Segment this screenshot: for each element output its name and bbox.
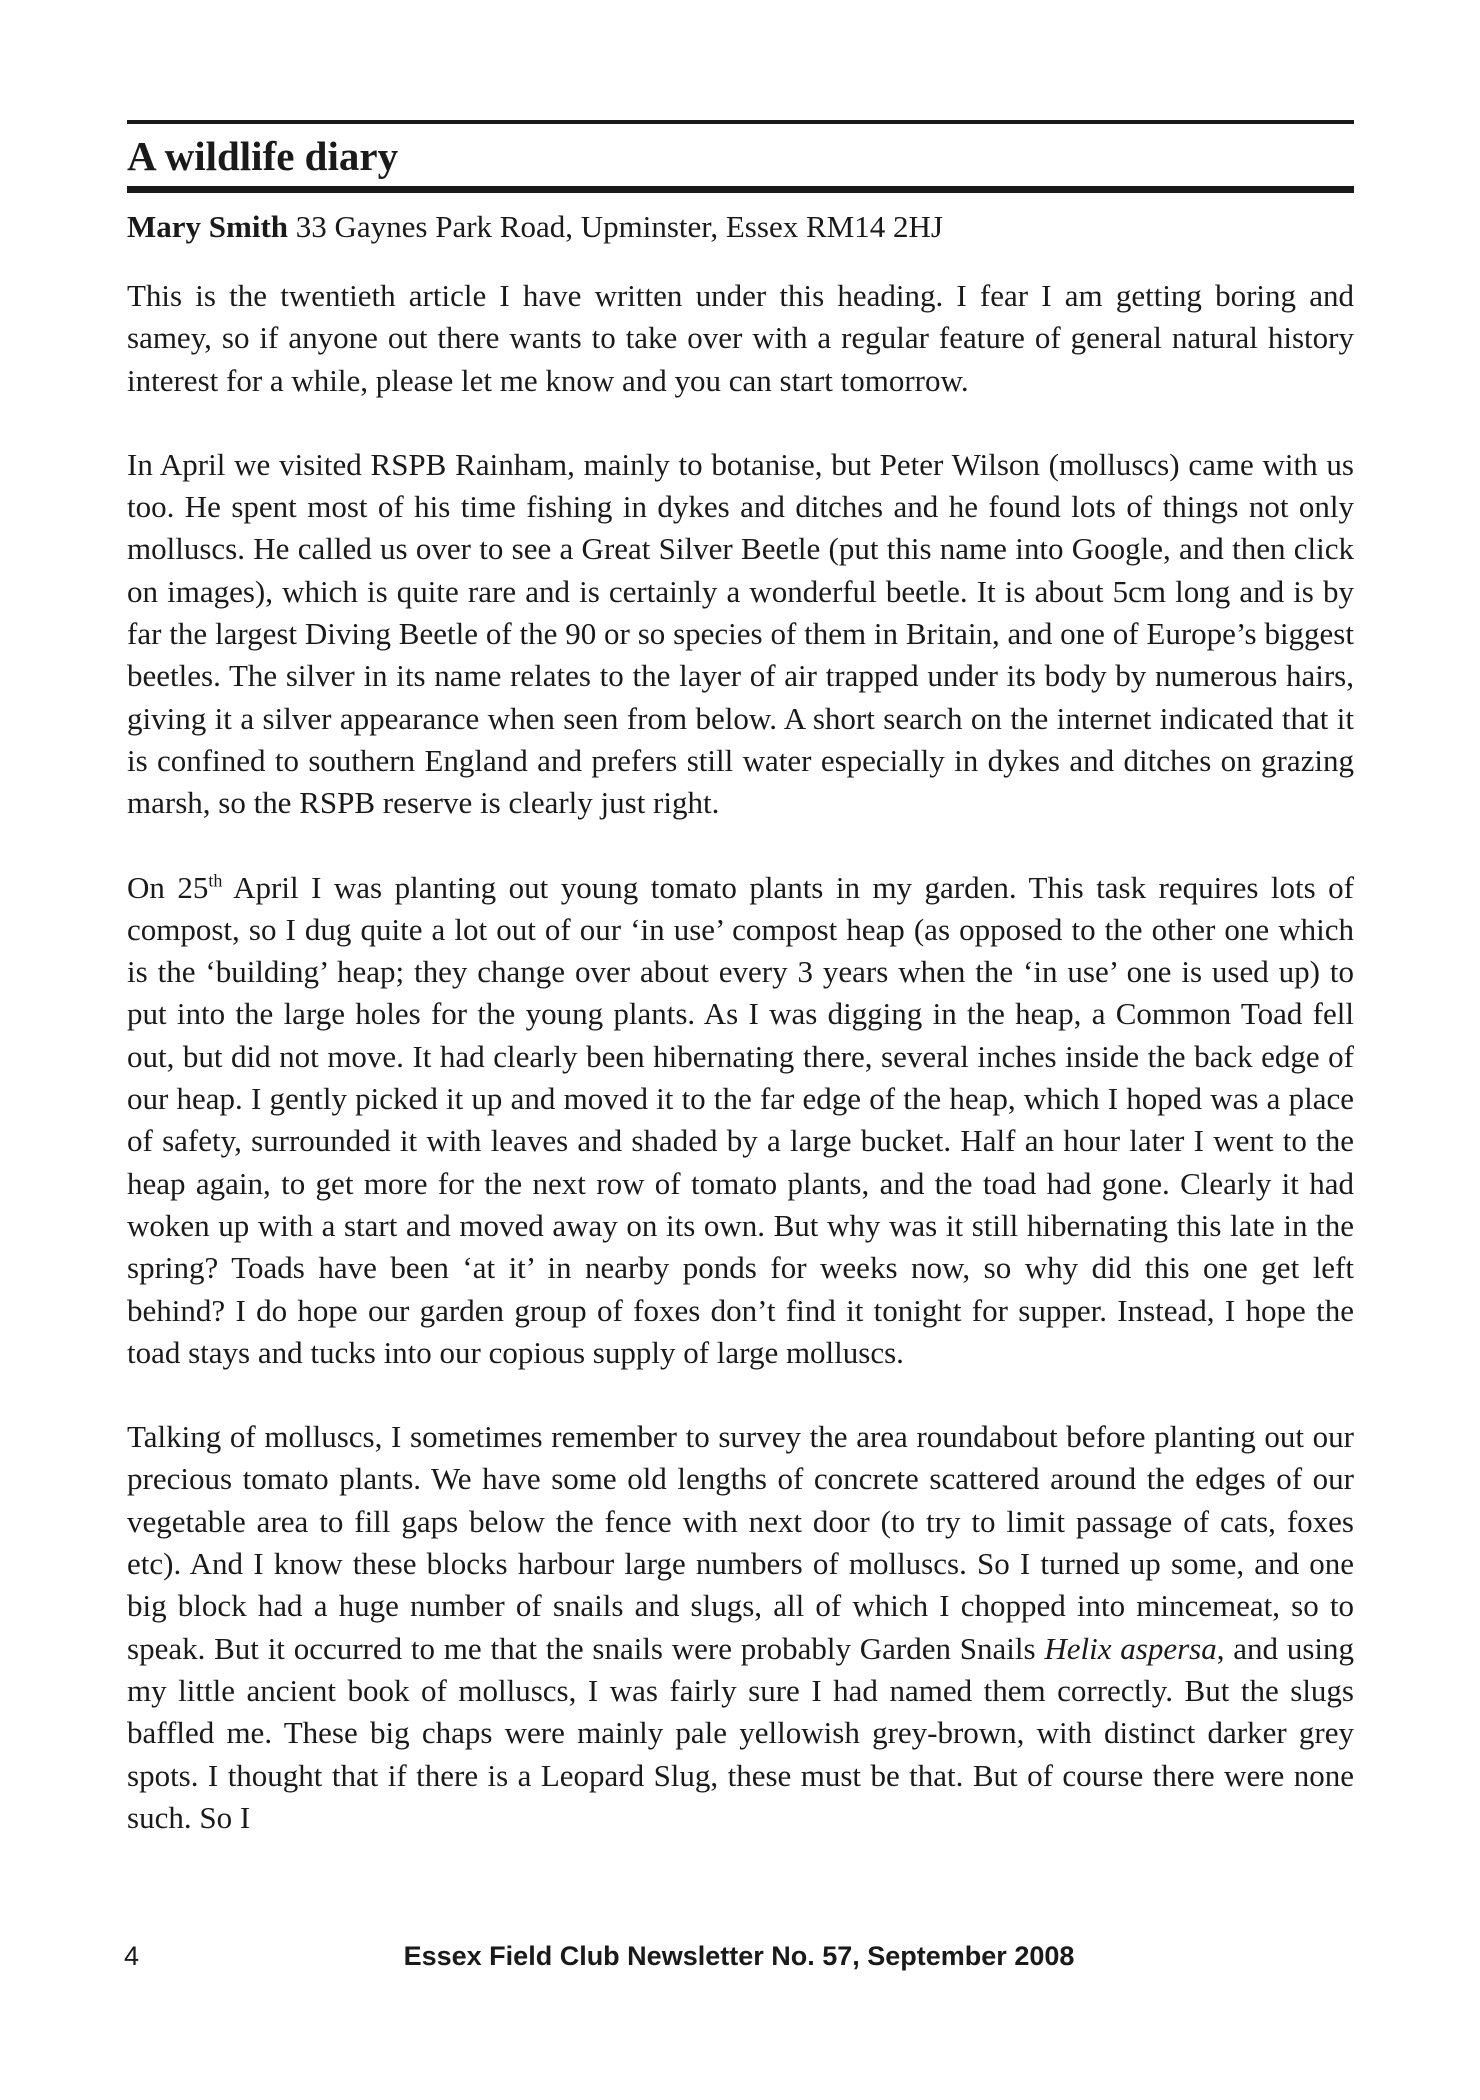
- page-number: 4: [124, 1941, 140, 1971]
- paragraph-4-rest: , and using my little ancient book of molluscs, I was fairly sure I had named them correctly. But the slugs baffled me. These big chaps were mainly pale yellowish grey-brown, with distinct darker grey spots. I thought that if there is a Leopard Slug, these must be that. But of course there were none such. So I: [127, 1630, 1355, 1835]
- paragraph-1: This is the twentieth article I have written under this heading. I fear I am getting boring and samey, so if anyone out there wants to take over with a regular feature of general natural history interest for a while, please let me know and you can start tomorrow.: [127, 278, 1354, 398]
- newsletter-footer: Essex Field Club Newsletter No. 57, September 2008: [403, 1941, 1075, 1971]
- paragraph-3: [127, 867, 1354, 1375]
- ordinal-suffix: th: [208, 870, 223, 891]
- paragraph-4: [127, 1416, 1354, 1839]
- paragraph-2: In April we visited RSPB Rainham, mainly to botanise, but Peter Wilson (molluscs) came with us too. He spent most of his time fishing in dykes and ditches and he found lots of things not only molluscs. He called us over to see a Great Silver Beetle (put this name into Google, and then click on images), which is quite rare and is certainly a wonderful beetle. It is about 5cm long and is by far the largest Diving Beetle of the 90 or so species of them in Britain, and one of Europe’s biggest beetles. The silver in its name relates to the layer of air trapped under its body by numerous hairs, giving it a silver appearance when seen from below. A short search on the internet indicated that it is confined to southern England and prefers still water especially in dykes and ditches on grazing marsh, so the RSPB reserve is clearly just right.: [127, 446, 1354, 821]
- paragraph-4-start: Talking of molluscs, I sometimes remember to survey the area roundabout before planting out our precious tomato plants. We have some old lengths of concrete scattered around the edges of our vegetable area to fill gaps below the fence with next door (to try to limit passage of cats, foxes etc). And I know these blocks harbour large numbers of molluscs. So I turned up some, and one big block had a huge number of snails and slugs, all of which I chopped into mincemeat, so to speak. But it occurred to me that the snails were probably Garden Snails: [127, 1419, 1354, 1666]
- article-title: A wildlife diary: [127, 133, 399, 179]
- paragraph-3-start: On 25: [127, 869, 209, 905]
- page-footer: [124, 1936, 1354, 1976]
- title-top-rule: [127, 120, 1354, 124]
- article: [127, 120, 1354, 1839]
- byline: [127, 207, 1354, 247]
- species-name: Helix aspersa: [1044, 1630, 1217, 1666]
- author-name: Mary Smith: [127, 209, 289, 244]
- author-address: 33 Gaynes Park Road, Upminster, Essex RM14 2HJ: [288, 209, 943, 244]
- paragraph-3-rest: April I was planting out young tomato plants in my garden. This task requires lots of compost, so I dug quite a lot out of our ‘in use’ compost heap (as opposed to the other one which is the ‘building’ heap; they change over about every 3 years when the ‘in use’ one is used up) to put into the large holes for the young plants. As I was digging in the heap, a Common Toad fell out, but did not move. It had clearly been hibernating there, several inches inside the back edge of our heap. I gently picked it up and moved it to the far edge of the heap, which I hoped was a place of safety, surrounded it with leaves and shaded by a large bucket. Half an hour later I went to the heap again, to get more for the next row of tomato plants, and the toad had gone. Clearly it had woken up with a start and moved away on its own. But why was it still hibernating this late in the spring? Toads have been ‘at it’ in nearby ponds for weeks now, so why did this one get left behind? I do hope our garden group of foxes don’t find it tonight for supper. Instead, I hope the toad stays and tucks into our copious supply of large molluscs.: [127, 869, 1354, 1370]
- title-bottom-rule: [127, 186, 1354, 193]
- article-body: [127, 275, 1354, 1839]
